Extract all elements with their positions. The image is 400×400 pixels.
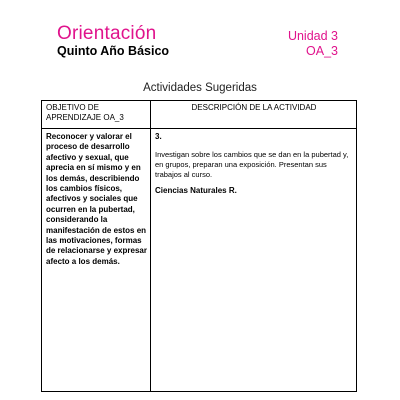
page-subtitle: Quinto Año Básico bbox=[57, 44, 170, 58]
table-header-row bbox=[42, 101, 356, 129]
section-title: Actividades Sugeridas bbox=[143, 82, 257, 94]
activities-table bbox=[41, 100, 357, 392]
oa-code: OA_3 bbox=[306, 44, 338, 58]
activity-number: 3. bbox=[155, 132, 162, 141]
page-title: Orientación bbox=[57, 23, 157, 44]
column-divider bbox=[150, 101, 151, 391]
column-header-description: DESCRIPCIÓN DE LA ACTIVIDAD bbox=[191, 103, 317, 112]
objective-text: Reconocer y valorar el proceso de desarrollo afectivo y sexual, que aprecia en sí mismo y en los demás, describiendo los cambios físicos, afectivos y sociales que ocurren en la pubertad, considerando la manifestación de estos en las motivaciones, formas de relacionarse y expresar afecto a los demás. bbox=[46, 132, 147, 266]
activity-description: Investigan sobre los cambios que se dan en la pubertad y, en grupos, preparan una exposición. Presentan sus trabajos al curso. bbox=[155, 150, 349, 179]
activity-subject: Ciencias Naturales R. bbox=[155, 186, 237, 195]
unit-label: Unidad 3 bbox=[287, 29, 338, 43]
column-header-objective: OBJETIVO DE APRENDIZAJE OA_3 bbox=[46, 103, 124, 122]
document-header bbox=[0, 0, 400, 70]
